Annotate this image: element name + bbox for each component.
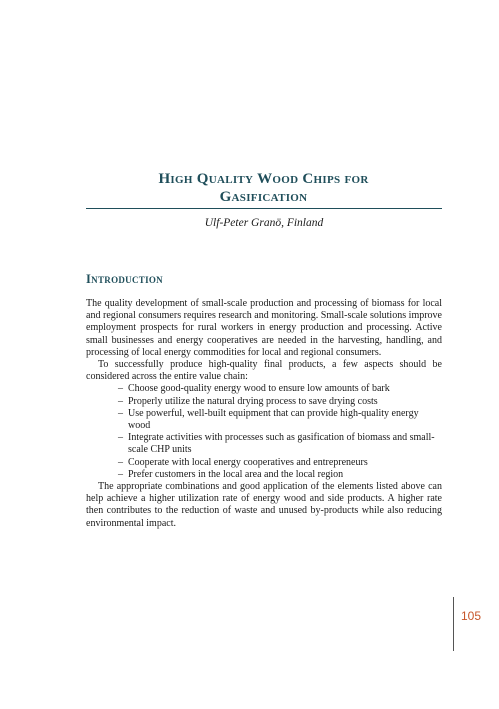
list-item: [118, 457, 442, 469]
list-item: [118, 383, 442, 395]
page-number-divider: [453, 597, 454, 651]
title-divider: [86, 208, 442, 209]
page-number: 105: [461, 609, 482, 623]
list-item-text: Choose good-quality energy wood to ensure low amounts of bark: [128, 383, 390, 395]
list-item: [118, 469, 442, 481]
list-item: [118, 408, 442, 432]
list-item-text: Cooperate with local energy cooperatives and entrepreneurs: [128, 456, 368, 468]
list-dash: –: [118, 468, 123, 480]
article-title: [86, 170, 441, 206]
article-title-line-1: High Quality Wood Chips for: [158, 171, 369, 187]
list-dash: –: [118, 432, 123, 444]
list-item: [118, 396, 442, 408]
list-dash: –: [118, 407, 123, 419]
section-heading-introduction: Introduction: [86, 272, 163, 286]
author-byline: Ulf-Peter Granö, Finland: [204, 217, 324, 229]
list-item-text: Properly utilize the natural drying process to save drying costs: [128, 395, 378, 407]
list-dash: –: [118, 456, 123, 468]
list-item-text: Integrate activities with processes such as gasification of biomass and small-scale CHP units: [128, 432, 435, 456]
aspects-list: [86, 383, 442, 481]
paragraph-2: To successfully produce high-quality final products, a few aspects should be considered across the entire value chain:: [86, 359, 442, 383]
body-text: [86, 298, 442, 530]
list-item-text: Use powerful, well-built equipment that can provide high-quality energy wood: [128, 407, 419, 432]
paragraph-3: The appropriate combinations and good application of the elements listed above can help achieve a higher utilization rate of energy wood and side products. A higher rate then contributes to the reduction of waste and unused by-products while also reducing environmental impact.: [86, 481, 442, 529]
list-dash: –: [118, 395, 123, 407]
paragraph-1: The quality development of small-scale production and processing of biomass for local and regional consumers requires research and monitoring. Small-scale solutions improve employment prospects for rural workers in energy production and processing. Active small businesses and energy cooperatives are needed in the harvesting, handling, and processing of local energy commodities for local and regional consumers.: [86, 298, 442, 358]
list-item: [118, 432, 442, 456]
article-title-line-2: Gasification: [219, 189, 308, 205]
list-item-text: Prefer customers in the local area and the local region: [128, 468, 344, 480]
list-dash: –: [118, 383, 123, 395]
